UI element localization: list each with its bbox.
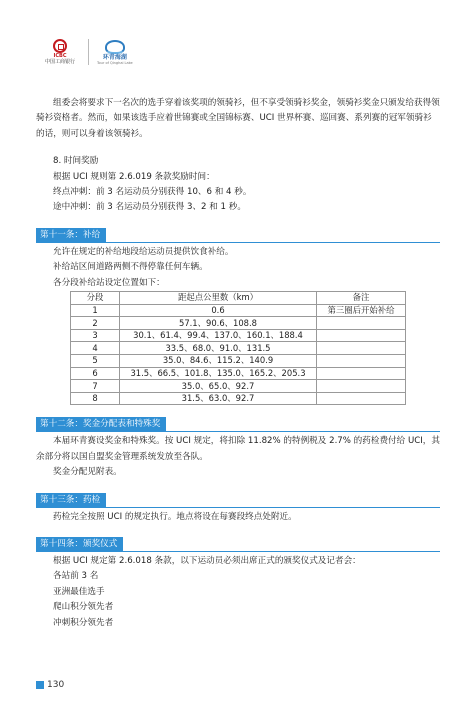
race-logo: [97, 40, 133, 65]
supply-stations-table: [70, 291, 406, 405]
page-footer: [36, 680, 64, 690]
prize-paragraph: 本届环青赛设奖金和特殊奖。按 UCI 规定，将扣除 11.82% 的特例税及 2.7% 的药检费付给 UCI，其余部分将以国自盟奖金管理系统发放至各队。: [36, 436, 440, 462]
table-row: [71, 380, 406, 393]
table-cell-km: 35.0、65.0、92.7: [120, 380, 317, 393]
page-header: [40, 38, 133, 66]
section-13-title: 第十三条：药检: [36, 493, 106, 507]
table-row: [71, 329, 406, 342]
finish-sprint-line: 终点冲刺：前 3 名运动员分别获得 10、6 和 4 秒。: [53, 187, 252, 198]
icbc-logo-cn: 中国工商银行: [44, 59, 75, 65]
table-row: [71, 304, 406, 317]
supply-line-1: 允许在规定的补给地段给运动员提供饮食补给。: [53, 246, 234, 257]
table-cell-stage: 5: [71, 355, 120, 368]
table-row: [71, 317, 406, 330]
list-item: 各站前 3 名: [53, 571, 99, 582]
table-cell-km: 57.1、90.6、108.8: [120, 317, 317, 330]
table-cell-km: 31.5、66.5、101.8、135.0、165.2、205.3: [120, 367, 317, 380]
table-header-stage: 分段: [71, 292, 120, 305]
icbc-logo: [40, 39, 80, 65]
table-cell-stage: 1: [71, 304, 120, 317]
header-divider: [88, 39, 89, 65]
doping-paragraph: 药检完全按照 UCI 的规定执行。地点将设在每赛段终点处附近。: [53, 511, 297, 522]
table-cell-stage: 8: [71, 392, 120, 405]
table-cell-stage: 3: [71, 329, 120, 342]
intro-paragraph: 组委会将要求下一名次的选手穿着该奖项的领骑衫，但不享受领骑衫奖金，领骑衫奖金只颁发给获得领骑衫资格者。然而，如果该选手应着世锦赛或全国锦标赛、UCI 世界杯赛、巡回赛、系列赛的冠军领骑衫的话，则可以身着该领骑衫。: [36, 98, 440, 139]
table-header-row: [71, 292, 406, 305]
list-item: 亚洲最佳选手: [53, 586, 105, 597]
table-cell-note: [317, 392, 406, 405]
ceremony-paragraph: 根据 UCI 规定第 2.6.018 条款，以下运动员必须出席正式的颁奖仪式及记者会：: [53, 556, 361, 567]
page-content: [36, 96, 440, 631]
table-cell-km: 35.0、84.6、115.2、140.9: [120, 355, 317, 368]
table-cell-km: 0.6: [120, 304, 317, 317]
table-cell-stage: 7: [71, 380, 120, 393]
table-cell-note: [317, 355, 406, 368]
table-cell-km: 31.5、63.0、92.7: [120, 392, 317, 405]
table-cell-note: [317, 367, 406, 380]
section-12-title: 第十二条：奖金分配表和特殊奖: [36, 417, 166, 431]
page-number: 130: [47, 680, 65, 690]
section-11-header: [36, 228, 440, 243]
list-item: 冲刺积分领先者: [53, 617, 114, 628]
section-12-header: [36, 417, 440, 432]
time-bonus-rule: 根据 UCI 规则第 2.6.019 条款奖励时间：: [53, 171, 215, 182]
table-header-km: 距起点公里数（km）: [120, 292, 317, 305]
table-row: [71, 392, 406, 405]
table-cell-stage: 2: [71, 317, 120, 330]
section-14-title: 第十四条：颁奖仪式: [36, 537, 123, 551]
table-row: [71, 342, 406, 355]
icbc-emblem-icon: [53, 39, 67, 53]
list-item: 爬山积分领先者: [53, 602, 114, 613]
table-cell-note: [317, 380, 406, 393]
supply-line-2: 补给站区间道路两侧不得停靠任何车辆。: [53, 262, 208, 273]
prize-note: 奖金分配见附表。: [53, 467, 122, 478]
lake-emblem-icon: [105, 40, 125, 54]
table-cell-note: 第三圈后开始补给: [317, 304, 406, 317]
section-11-title: 第十一条：补给: [36, 228, 106, 242]
section-13-header: [36, 493, 440, 508]
page-marker-icon: [36, 681, 44, 689]
table-row: [71, 355, 406, 368]
icbc-logo-en: ICBC: [53, 53, 67, 59]
race-logo-cn: 环青海湖: [102, 53, 127, 61]
table-cell-stage: 4: [71, 342, 120, 355]
table-cell-note: [317, 329, 406, 342]
race-logo-en: Tour of Qinghai Lake: [97, 60, 133, 65]
section-14-header: [36, 537, 440, 552]
mid-sprint-line: 途中冲刺：前 3 名运动员分别获得 3、2 和 1 秒。: [53, 202, 246, 213]
time-bonus-title: 8. 时间奖励: [53, 156, 99, 167]
supply-line-3: 各分段补给站设定位置如下：: [53, 277, 165, 288]
table-cell-stage: 6: [71, 367, 120, 380]
table-cell-note: [317, 317, 406, 330]
table-header-note: 备注: [317, 292, 406, 305]
table-cell-note: [317, 342, 406, 355]
table-cell-km: 33.5、68.0、91.0、131.5: [120, 342, 317, 355]
table-cell-km: 30.1、61.4、99.4、137.0、160.1、188.4: [120, 329, 317, 342]
table-row: [71, 367, 406, 380]
